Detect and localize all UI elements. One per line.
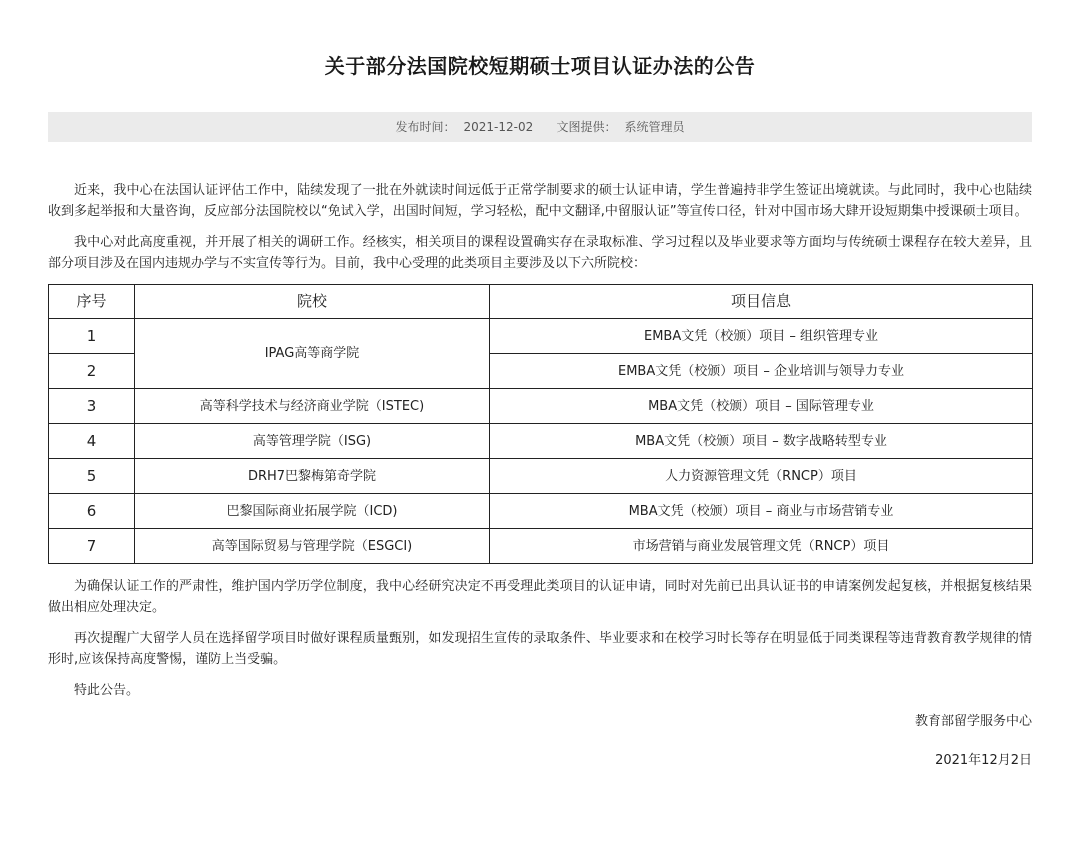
table-header-row [49, 285, 1033, 319]
row-school: DRH7巴黎梅第奇学院 [135, 459, 490, 494]
paragraph-reminder: 再次提醒广大留学人员在选择留学项目时做好课程质量甄别，如发现招生宣传的录取条件、毕业要求和在校学习时长等存在明显低于同类课程等违背教育教学规律的情形时,应该保持高度警惕，谨防上当受骗。 [48, 631, 1032, 667]
row-school: 高等管理学院（ISG) [135, 424, 490, 459]
publish-date: 2021-12-02 [463, 120, 534, 134]
page-title: 关于部分法国院校短期硕士项目认证办法的公告 [324, 54, 756, 78]
provider-label: 文图提供： [556, 120, 617, 134]
schools-table [48, 284, 1033, 564]
table-row [49, 389, 1033, 424]
paragraph-closing: 特此公告。 [74, 683, 140, 698]
row-num: 2 [49, 354, 135, 389]
paragraph-investigation: 我中心对此高度重视，并开展了相关的调研工作。经核实，相关项目的课程设置确实存在录取标准、学习过程以及毕业要求等方面均与传统硕士课程存在较大差异，且部分项目涉及在国内违规办学与不实宣传等行为。目前，我中心受理的此类项目主要涉及以下六所院校： [48, 235, 1032, 271]
row-num: 5 [49, 459, 135, 494]
signature-block [48, 711, 1032, 771]
header-program: 项目信息 [490, 285, 1033, 319]
article-content [48, 180, 1032, 771]
row-program: MBA文凭（校颁）项目 – 数字战略转型专业 [490, 424, 1033, 459]
row-num: 7 [49, 529, 135, 564]
table-row [49, 529, 1033, 564]
row-program: EMBA文凭（校颁）项目 – 组织管理专业 [490, 319, 1033, 354]
row-num: 3 [49, 389, 135, 424]
row-program: MBA文凭（校颁）项目 – 国际管理专业 [490, 389, 1033, 424]
header-num: 序号 [49, 285, 135, 319]
table-row [49, 494, 1033, 529]
row-num: 4 [49, 424, 135, 459]
row-school: IPAG高等商学院 [135, 319, 490, 389]
row-school: 高等国际贸易与管理学院（ESGCI) [135, 529, 490, 564]
table-row [49, 424, 1033, 459]
signature-org: 教育部留学服务中心 [914, 714, 1032, 729]
row-school: 高等科学技术与经济商业学院（ISTEC) [135, 389, 490, 424]
row-num: 1 [49, 319, 135, 354]
meta-bar [48, 112, 1032, 142]
paragraph-decision: 为确保认证工作的严肃性，维护国内学历学位制度，我中心经研究决定不再受理此类项目的认证申请，同时对先前已出具认证书的申请案例发起复核，并根据复核结果做出相应处理决定。 [48, 579, 1032, 615]
paragraph-intro: 近来，我中心在法国认证评估工作中，陆续发现了一批在外就读时间远低于正常学制要求的硕士认证申请，学生普遍持非学生签证出境就读。与此同时，我中心也陆续收到多起举报和大量咨询，反应部分法国院校以“免试入学，出国时间短，学习轻松，配中文翻译,中留服认证”等宣传口径，针对中国市场大肆开设短期集中授课硕士项目。 [48, 183, 1032, 219]
header-school: 院校 [135, 285, 490, 319]
publish-label: 发布时间： [395, 120, 456, 134]
signature-date: 2021年12月2日 [935, 753, 1032, 768]
row-school: 巴黎国际商业拓展学院（ICD) [135, 494, 490, 529]
table-row [49, 319, 1033, 354]
row-program: 人力资源管理文凭（RNCP）项目 [490, 459, 1033, 494]
table-row [49, 459, 1033, 494]
row-program: MBA文凭（校颁）项目 – 商业与市场营销专业 [490, 494, 1033, 529]
row-program: 市场营销与商业发展管理文凭（RNCP）项目 [490, 529, 1033, 564]
row-num: 6 [49, 494, 135, 529]
row-program: EMBA文凭（校颁）项目 – 企业培训与领导力专业 [490, 354, 1033, 389]
provider: 系统管理员 [624, 120, 685, 134]
